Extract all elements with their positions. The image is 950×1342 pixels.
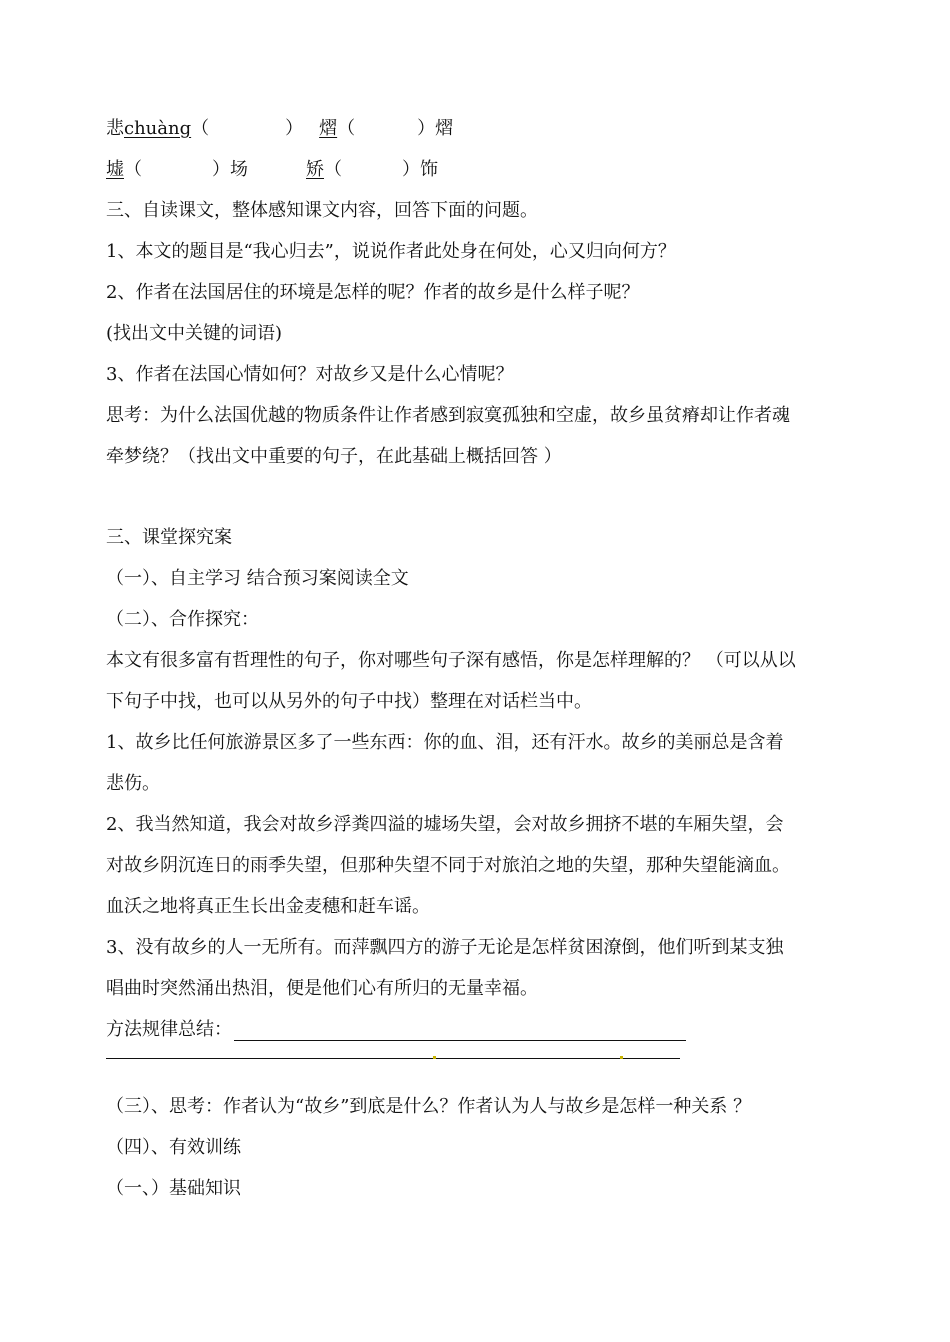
think-line-1: 思考：为什么法国优越的物质条件让作者感到寂寞孤独和空虚，故乡虽贫瘠却让作者魂 [106, 405, 790, 426]
method-row [106, 1009, 850, 1050]
paren-close-word: ）饰 [402, 159, 438, 180]
paren-open: （ [191, 118, 210, 139]
marker-dot [620, 1056, 623, 1059]
question-2-hint: (找出文中关键的词语) [106, 323, 283, 344]
sentence-2c: 血沃之地将真正生长出金麦穗和赶车谣。 [106, 896, 430, 917]
question-1: 1、本文的题目是“我心归去”，说说作者此处身在何处，心又归向何方？ [106, 241, 676, 262]
sentence-1a: 1、故乡比任何旅游景区多了一些东西：你的血、泪，还有汗水。故乡的美丽总是含着 [106, 732, 784, 753]
think-2: （三）、思考：作者认为“故乡”到底是什么？作者认为人与故乡是怎样一种关系 ？ [106, 1096, 752, 1117]
pinyin-row-1 [106, 108, 850, 149]
paren-open: （ [124, 159, 142, 180]
explore-intro-1: 本文有很多富有哲理性的句子，你对哪些句子深有感悟，你是怎样理解的？ （可以从以 [106, 650, 796, 671]
training-title: （四）、有效训练 [106, 1137, 241, 1158]
sentence-3b: 唱曲时突然涌出热泪，便是他们心有所归的无量幸福。 [106, 978, 538, 999]
char-xu: 墟 [106, 159, 124, 180]
paren-open: （ [337, 118, 356, 139]
pinyin-chuang: chuàng [124, 118, 192, 139]
paren-close-word: ）熠 [417, 118, 454, 139]
think-line-2: 牵梦绕？（找出文中重要的句子，在此基础上概括回答 ） [106, 446, 562, 467]
char-jiao: 矫 [306, 159, 324, 180]
question-2: 2、作者在法国居住的环境是怎样的呢？作者的故乡是什么样子呢？ [106, 282, 640, 303]
method-second-line-wrap [106, 1050, 850, 1086]
basic-knowledge-title: （一、）基础知识 [106, 1178, 241, 1199]
method-answer-line[interactable] [234, 1020, 686, 1041]
explore-intro-2: 下句子中找，也可以从另外的句子中找）整理在对话栏当中。 [106, 691, 592, 712]
sentence-2b: 对故乡阴沉连日的雨季失望，但那种失望不同于对旅泊之地的失望，那种失望能滴血。 [106, 855, 790, 876]
paren-close: ） [285, 118, 304, 139]
paren-close-word: ）场 [212, 159, 248, 180]
paren-open: （ [324, 159, 342, 180]
explore-step-2: （二）、合作探究： [106, 609, 259, 630]
method-label: 方法规律总结： [106, 1019, 232, 1040]
question-3: 3、作者在法国心情如何？对故乡又是什么心情呢？ [106, 364, 514, 385]
sentence-3a: 3、没有故乡的人一无所有。而萍飘四方的游子无论是怎样贫困潦倒，他们听到某支独 [106, 937, 784, 958]
sentence-2a: 2、我当然知道，我会对故乡浮粪四溢的墟场失望，会对故乡拥挤不堪的车厢失望，会 [106, 814, 784, 835]
method-answer-line-2[interactable] [106, 1058, 680, 1059]
char-bei: 悲 [106, 118, 124, 139]
explore-step-1: （一）、自主学习 结合预习案阅读全文 [106, 568, 409, 589]
section-title: 三、自读课文，整体感知课文内容，回答下面的问题。 [106, 200, 538, 221]
sentence-1b: 悲伤。 [106, 773, 160, 794]
marker-dot [433, 1056, 436, 1059]
char-yi: 熠 [319, 118, 338, 139]
explore-title: 三、课堂探究案 [106, 527, 232, 548]
worksheet-page [106, 108, 850, 1209]
pinyin-row-2 [106, 149, 850, 190]
